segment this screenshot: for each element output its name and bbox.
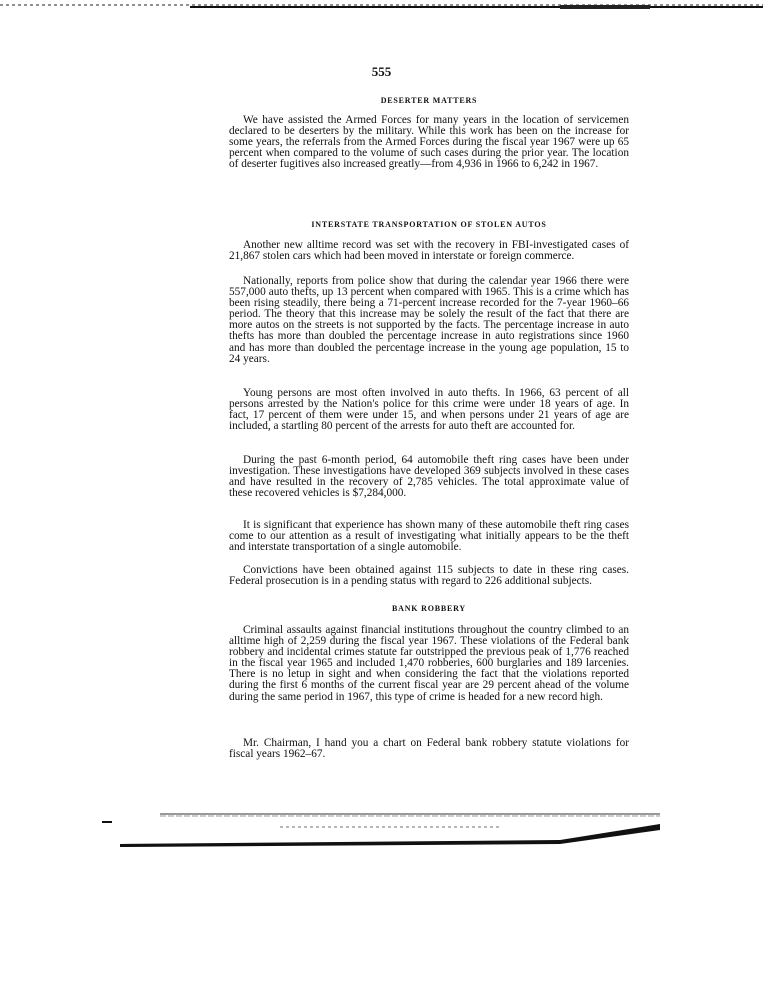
paragraph-deserters: We have assisted the Armed Forces for many years in the location of servicemen declared to be deserters by the military. While this work has been on the increase for some years, the referrals from the Armed Forces during the fiscal year 1967 were up 65 percent when compared to the volume of such cases during the prior year. The location of deserter fugitives also increased greatly—from 4,936 in 1966 to 6,242 in 1967. [229,114,629,171]
paragraph-record-recovery: Another new alltime record was set with the recovery in FBI-investigated cases of 21,867 stolen cars which had been moved in interstate or foreign commerce. [229,239,629,263]
paragraph-national-auto-thefts: Nationally, reports from police show that during the calendar year 1966 there were 557,000 auto thefts, up 13 percent when compared with 1965. This is a crime which has been rising steadily, there being a 71-percent increase recorded for the 7-year 1960–66 period. The theory that this increase may be solely the result of the fact that there are more autos on the streets is not supported by the facts. The percentage increase in auto thefts has more than doubled the percentage increase in auto registrations since 1960 and has more than doubled the percentage increase in the young age population, 15 to 24 years. [229,275,629,365]
section-heading-deserter-matters: DESERTER MATTERS [380,96,478,105]
paragraph-chairman-chart: Mr. Chairman, I hand you a chart on Federal bank robbery statute violations for fiscal years 1962–67. [229,737,629,761]
paragraph-convictions: Convictions have been obtained against 115 subjects to date in these ring cases. Federal prosecution is in a pending status with regard to 226 additional subjects. [229,564,629,588]
scan-border-bottom [0,800,763,860]
page-number: 555 [371,64,392,79]
paragraph-theft-rings: During the past 6-month period, 64 automobile theft ring cases have been under investigation. These investigations have developed 369 subjects involved in these cases and have resulted in the recovery of 2,785 vehicles. The total approximate value of these recovered vehicles is $7,284,000. [229,454,629,500]
section-heading-stolen-autos: INTERSTATE TRANSPORTATION OF STOLEN AUTOS [311,220,547,229]
section-heading-bank-robbery: BANK ROBBERY [392,604,466,613]
scan-border-top [0,0,763,12]
paragraph-young-persons: Young persons are most often involved in auto thefts. In 1966, 63 percent of all persons arrested by the Nation's police for this crime were under 18 years of age. In fact, 17 percent of them were under 15, and when persons under 21 years of age are included, a startling 80 percent of the arrests for auto theft are accounted for. [229,387,629,433]
paragraph-criminal-assaults: Criminal assaults against financial institutions throughout the country climbed to an alltime high of 2,259 during the fiscal year 1967. These violations of the Federal bank robbery and incidental crimes statute far outstripped the previous peak of 1,776 reached in the fiscal year 1965 and included 1,470 robberies, 600 burglaries and 189 larcenies. There is no letup in sight and when considering the fact that the violations reported during the first 6 months of the current fiscal year are 29 percent ahead of the volume during the same period in 1967, this type of crime is headed for a new record high. [229,624,629,703]
paragraph-single-automobile: It is significant that experience has shown many of these automobile theft ring cases come to our attention as a result of investigating what initially appears to be the theft and interstate transportation of a single automobile. [229,519,629,554]
